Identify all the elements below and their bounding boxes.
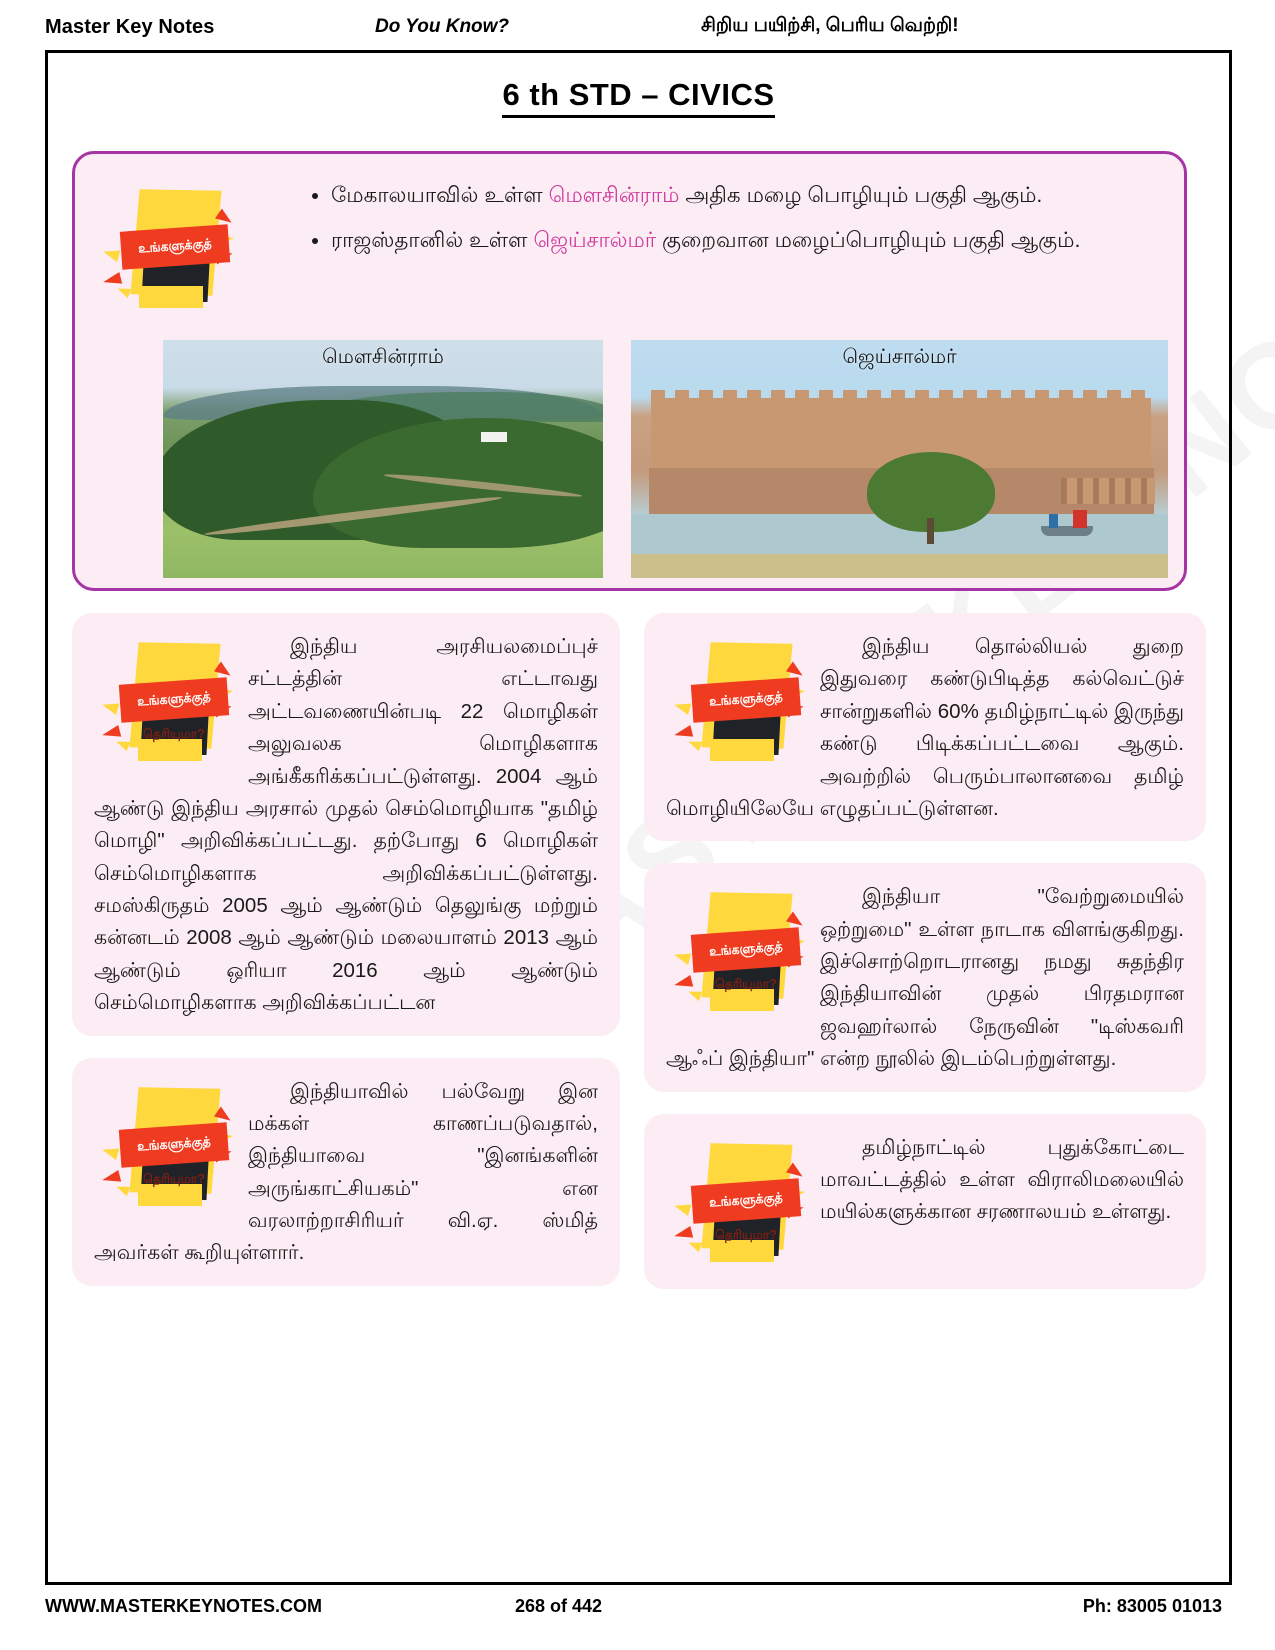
page-title xyxy=(48,77,1229,113)
header-section: Do You Know? xyxy=(375,16,510,37)
badge-banner-text: உங்களுக்குத் xyxy=(708,1189,784,1210)
badge-banner-text: உங்களுக்குத் xyxy=(708,939,784,959)
fact-card-races xyxy=(72,1058,620,1286)
badge-banner xyxy=(691,928,801,973)
fact-card-languages xyxy=(72,613,620,1036)
fact-text: தமிழ்நாட்டில் புதுக்கோட்டை மாவட்டத்தில் உள்ள விராலிமலையில் மயில்களுக்கான சரணாலயம் உள்ளது. xyxy=(820,1135,1184,1224)
bullet-post: குறைவான மழைப்பொழியும் பகுதி ஆகும். xyxy=(656,227,1081,252)
photo-sandbar-shape xyxy=(631,554,1168,578)
header-tagline: சிறிய பயிற்சி, பெரிய வெற்றி! xyxy=(701,15,959,36)
badge-banner xyxy=(119,1122,229,1167)
badge-banner xyxy=(119,677,229,722)
content-frame xyxy=(45,50,1232,1585)
badge-spark-icon xyxy=(101,1144,120,1160)
badge-spark-icon xyxy=(673,699,692,715)
footer-phone: Ph: 83005 01013 xyxy=(1082,1596,1222,1616)
footer-website[interactable]: WWW.MASTERKEYNOTES.COM xyxy=(45,1596,322,1616)
badge-spark-icon xyxy=(116,284,132,298)
badge-spark-icon xyxy=(673,1200,692,1216)
badge-banner-text: உங்களுக்குத் xyxy=(136,689,212,709)
photo-boatman-shape xyxy=(1049,514,1058,528)
bullet-pre: மேகாலயாவில் உள்ள xyxy=(331,183,549,207)
badge-banner-text: உங்களுக்குத் xyxy=(136,1133,212,1154)
right-column xyxy=(644,613,1206,1311)
bullet-post: அதிக மழை பொழியும் பகுதி ஆகும். xyxy=(679,183,1043,207)
badge-banner xyxy=(120,224,230,269)
photo-mawsynram xyxy=(163,340,603,578)
photo-tree-trunk-shape xyxy=(927,518,934,544)
badge-know-text: தெரியுமா? xyxy=(715,977,777,992)
page-header xyxy=(45,8,1230,46)
did-you-know-badge xyxy=(102,635,232,770)
badge-know-text: தெரியுமா? xyxy=(143,727,205,741)
badge-spark-icon xyxy=(673,949,692,965)
did-you-know-badge xyxy=(102,1080,232,1215)
badge-banner xyxy=(691,677,801,722)
fact-card-unity-in-diversity xyxy=(644,863,1206,1091)
bullet-highlight: மௌசின்ராம் xyxy=(548,183,680,207)
badge-know-text: தெரியுமா? xyxy=(715,1227,777,1242)
photo-arches-shape xyxy=(1061,478,1155,504)
list-item xyxy=(331,223,1160,258)
did-you-know-badge xyxy=(103,182,233,317)
badge-banner xyxy=(691,1178,801,1223)
highlight-bullet-list xyxy=(305,178,1160,268)
did-you-know-badge xyxy=(674,635,804,770)
badge-know-text: தெரியுமா? xyxy=(143,1171,205,1186)
left-column xyxy=(72,613,620,1308)
badge-spark-icon xyxy=(102,246,121,262)
fact-text: இந்தியாவில் பல்வேறு இன மக்கள் காணப்படுவதால், இந்தியாவை "இனங்களின் அருங்காட்சியகம்" என வரலாற்றாசிரியர் வி.ஏ. ஸ்மித் அவர்கள் கூறியுள்ளார். xyxy=(94,1079,598,1265)
badge-yellow-tab xyxy=(710,739,774,761)
badge-yellow-tab xyxy=(139,286,203,308)
photo-row xyxy=(163,340,1168,578)
photo-house-shape xyxy=(481,432,507,442)
photo-caption: ஜெய்சால்மர் xyxy=(842,346,957,368)
did-you-know-badge xyxy=(674,885,804,1020)
highlight-card xyxy=(72,151,1187,591)
badge-spark-icon xyxy=(101,699,120,715)
footer-page-number: 268 of 442 xyxy=(515,1596,603,1616)
photo-boat-sail-shape xyxy=(1073,510,1087,528)
fact-text: இந்திய அரசியலமைப்புச் சட்டத்தின் எட்டாவது அட்டவணையின்படி 22 மொழிகள் அலுவலக மொழிகளாக அங்கீகரிக்கப்பட்டுள்ளது. 2004 ஆம் ஆண்டு இந்திய அரசால் முதல் செம்மொழியாக "தமிழ் மொழி" அறிவிக்கப்பட்டது. தற்போது 6 மொழிகள் செம்மொழிகளாக அறிவிக்கப்பட்டுள்ளது. சமஸ்கிருதம் 2005 ஆம் ஆண்டும் தெலுங்கு மற்றும் கன்னடம் 2008 ஆம் ஆண்டும் மலையாளம் 2013 ஆம் ஆண்டும் ஒரியா 2016 ஆம் ஆண்டும் செம்மொழிகளாக அறிவிக்கப்பட்டன xyxy=(94,635,598,1015)
photo-jaisalmer xyxy=(631,340,1168,578)
badge-banner-text: உங்களுக்குத் xyxy=(708,689,784,709)
page-footer xyxy=(45,1596,1232,1617)
fact-text: இந்தியா "வேற்றுமையில் ஒற்றுமை" உள்ள நாடாக விளங்குகிறது. இச்சொற்றொடரானது நமது சுதந்திர இந்தியாவின் முதல் பிரதமரான ஜவஹர்லால் நேருவின் "டிஸ்கவரி ஆஃப் இந்தியா" என்ற நூலில் இடம்பெற்றுள்ளது. xyxy=(666,885,1184,1071)
photo-caption: மௌசின்ராம் xyxy=(322,346,444,368)
list-item xyxy=(331,178,1160,213)
fact-card-inscriptions xyxy=(644,613,1206,841)
badge-banner-text: உங்களுக்குத் xyxy=(137,236,213,256)
header-brand: Master Key Notes xyxy=(45,15,215,38)
badge-spark-icon xyxy=(687,737,703,751)
fact-text: இந்திய தொல்லியல் துறை இதுவரை கண்டுபிடித்த கல்வெட்டுச் சான்றுகளில் 60% தமிழ்நாட்டில் இருந்து கண்டு பிடிக்கப்பட்டவை ஆகும். அவற்றில் பெரும்பாலானவை தமிழ் மொழியிலேயே எழுதப்பட்டுள்ளன. xyxy=(666,635,1184,820)
bullet-highlight: ஜெய்சால்மர் xyxy=(533,227,657,252)
bullet-pre: ராஜஸ்தானில் உள்ள xyxy=(331,227,534,252)
fact-card-peacock-sanctuary xyxy=(644,1114,1206,1289)
page-title-text: 6 th STD – CIVICS xyxy=(502,77,774,118)
did-you-know-badge xyxy=(674,1136,804,1271)
